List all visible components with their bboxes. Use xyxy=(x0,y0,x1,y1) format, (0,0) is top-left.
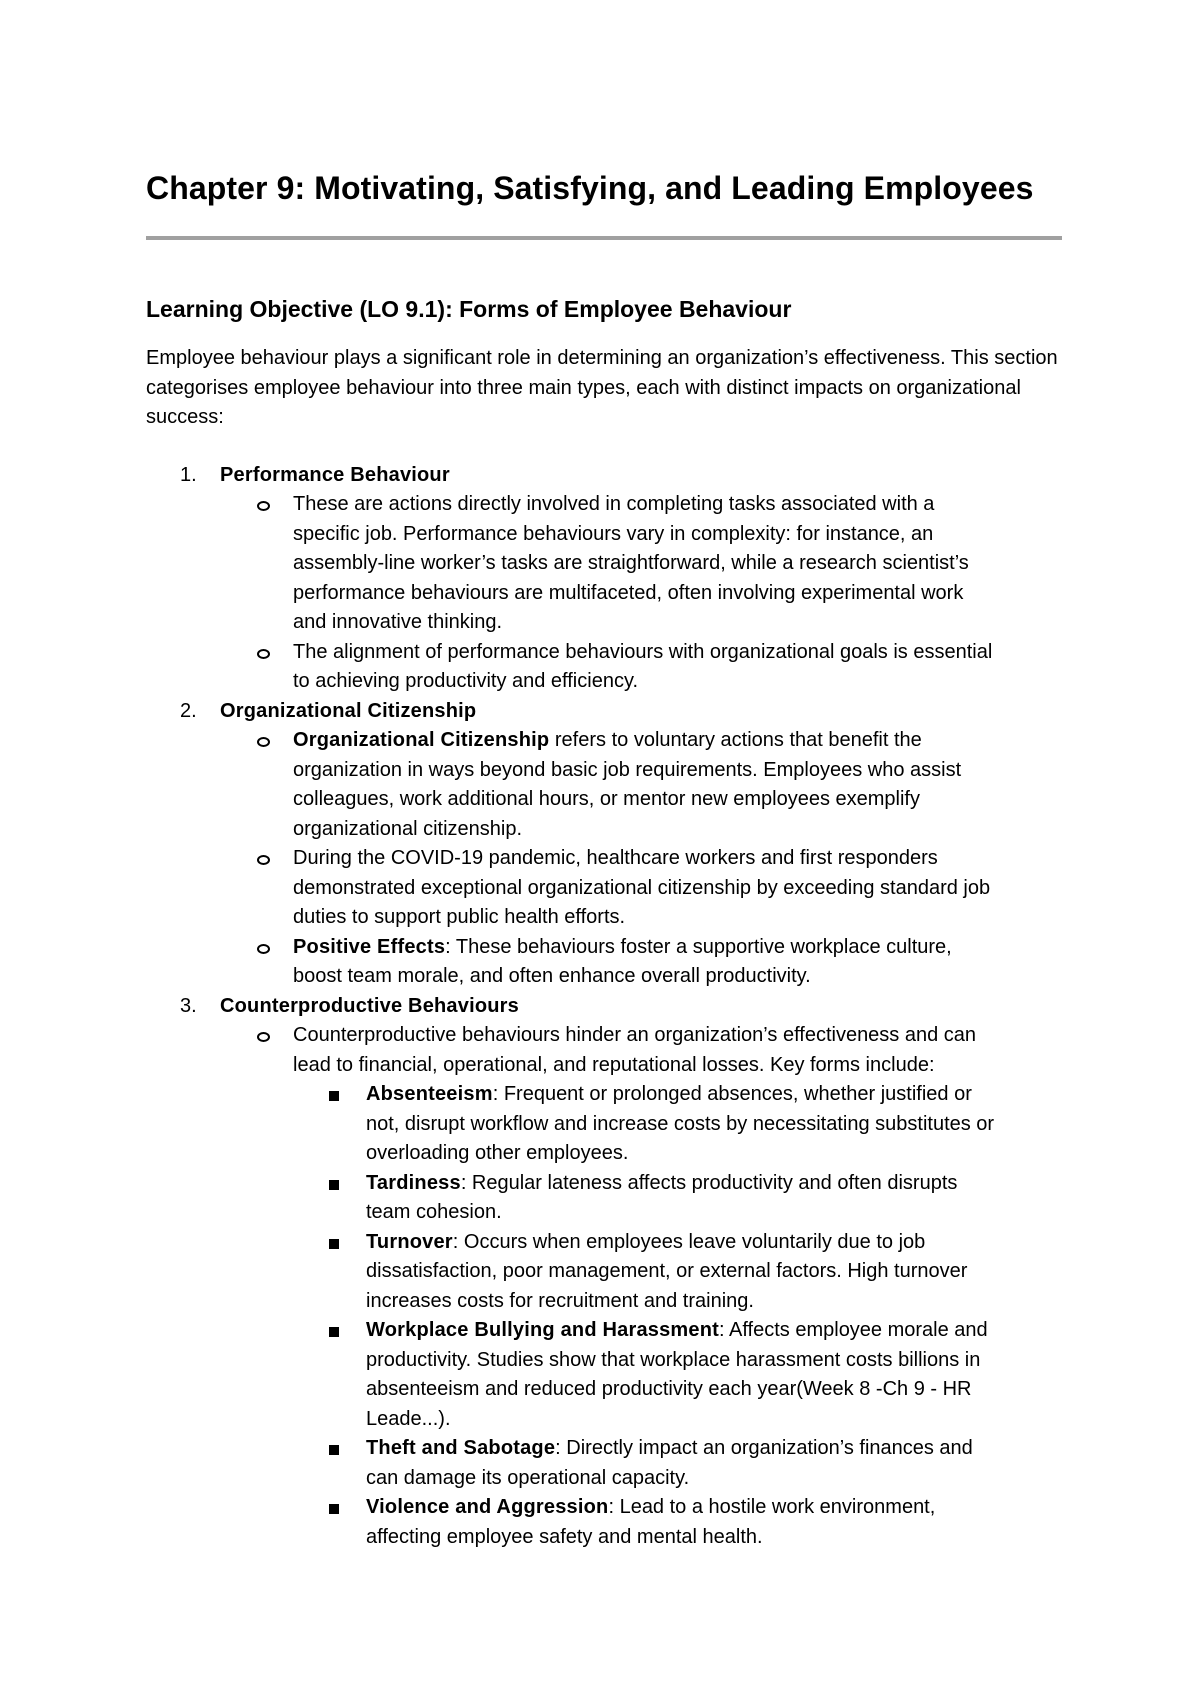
list-number: 1. xyxy=(180,463,197,486)
bullet-bold-term: Turnover xyxy=(366,1230,453,1253)
intro-paragraph: Employee behaviour plays a significant role in determining an organization’s effectiveness. This section categorises employee behaviour into three main types, each with distinct impacts on organizational success: xyxy=(146,347,1058,428)
bullet-bold-term: Workplace Bullying and Harassment xyxy=(366,1319,719,1341)
hollow-bullet-icon xyxy=(257,501,270,511)
sub-list xyxy=(220,726,1066,992)
bullet-bold-term: Absenteeism xyxy=(366,1083,493,1105)
bullet-bold-term: Theft and Sabotage xyxy=(366,1437,556,1459)
bullet-text: Counterproductive behaviours hinder an organization’s effectiveness and can lead to financial, operational, and reputational losses. Key forms include: xyxy=(293,1024,977,1076)
bullet-text: : Regular lateness affects productivity and often disrupts team cohesion. xyxy=(366,1171,958,1223)
bullet-text: These are actions directly involved in completing tasks associated with a specific job. Performance behaviours vary in complexity: for instance, an assembly-line worker’s tasks are straightforward, while a research scientist’s performance behaviours are multifaceted, often involving experimental work and innovative thinking. xyxy=(293,493,969,633)
square-bullet-icon xyxy=(329,1180,339,1190)
hollow-bullet-icon xyxy=(257,649,270,659)
list-item-citizenship xyxy=(146,697,1066,992)
sub-list xyxy=(220,1021,1066,1552)
nested-list xyxy=(293,1080,993,1552)
bullet-bold-term: Violence and Aggression xyxy=(366,1496,609,1518)
bullet-bold-term: Positive Effects xyxy=(293,935,446,958)
hollow-bullet-icon xyxy=(257,737,270,747)
hollow-bullet-icon xyxy=(257,1032,270,1042)
nested-list-item xyxy=(293,1228,998,1317)
list-item-title: Counterproductive Behaviours xyxy=(220,994,519,1017)
list-number: 2. xyxy=(180,699,197,722)
list-item-performance xyxy=(146,461,1066,697)
document-page xyxy=(146,166,1066,1552)
list-item-counterproductive xyxy=(146,992,1066,1553)
square-bullet-icon xyxy=(329,1239,339,1249)
section-title: Learning Objective (LO 9.1): Forms of Employee Behaviour xyxy=(146,296,792,322)
list-item-title: Organizational Citizenship xyxy=(220,699,477,722)
sub-list-item xyxy=(220,933,993,992)
page-title: Chapter 9: Motivating, Satisfying, and Leading Employees xyxy=(146,170,1034,206)
nested-list-item xyxy=(293,1493,998,1552)
behaviour-list xyxy=(146,461,1066,1553)
hollow-bullet-icon xyxy=(257,944,270,954)
bullet-text: : Occurs when employees leave voluntarily due to job dissatisfaction, poor management, or external factors. High turnover increases costs for recruitment and training. xyxy=(366,1230,968,1312)
sub-list-item xyxy=(220,1021,993,1552)
square-bullet-icon xyxy=(329,1504,339,1514)
bullet-text: During the COVID-19 pandemic, healthcare workers and first responders demonstrated exceptional organizational citizenship by exceeding standard job duties to support public health efforts. xyxy=(293,847,991,928)
nested-list-item xyxy=(293,1169,998,1228)
sub-list-item xyxy=(220,490,993,638)
square-bullet-icon xyxy=(329,1091,339,1101)
nested-list-item xyxy=(293,1080,998,1169)
hollow-bullet-icon xyxy=(257,855,270,865)
bullet-text: : Directly impact an organization’s finances and can damage its operational capacity. xyxy=(366,1437,973,1489)
bullet-text: refers to voluntary actions that benefit the organization in ways beyond basic job requirements. Employees who assist colleagues, work additional hours, or mentor new employees exemplify organizational citizenship. xyxy=(293,729,962,840)
bullet-text: : Frequent or prolonged absences, whether justified or not, disrupt workflow and increase costs by necessitating substitutes or overloading other employees. xyxy=(366,1083,995,1164)
list-item-title: Performance Behaviour xyxy=(220,463,450,486)
nested-list-item xyxy=(293,1316,998,1434)
bullet-text: : Lead to a hostile work environment, affecting employee safety and mental health. xyxy=(366,1496,936,1548)
bullet-text: : These behaviours foster a supportive workplace culture, boost team morale, and often enhance overall productivity. xyxy=(293,935,952,987)
bullet-text: The alignment of performance behaviours with organizational goals is essential to achieving productivity and efficiency. xyxy=(293,640,993,692)
bullet-bold-term: Tardiness xyxy=(366,1171,461,1194)
nested-list-item xyxy=(293,1434,998,1493)
sub-list xyxy=(220,490,1066,697)
sub-list-item xyxy=(220,726,993,844)
list-number: 3. xyxy=(180,994,197,1017)
square-bullet-icon xyxy=(329,1445,339,1455)
bullet-bold-term: Organizational Citizenship xyxy=(293,729,550,751)
sub-list-item xyxy=(220,638,993,697)
bullet-text: : Affects employee morale and productivity. Studies show that workplace harassment costs billions in absenteeism and reduced productivity each year(Week 8 -Ch 9 - HR Leade...). xyxy=(366,1319,988,1430)
sub-list-item xyxy=(220,844,993,933)
title-divider xyxy=(146,236,1062,240)
square-bullet-icon xyxy=(329,1327,339,1337)
